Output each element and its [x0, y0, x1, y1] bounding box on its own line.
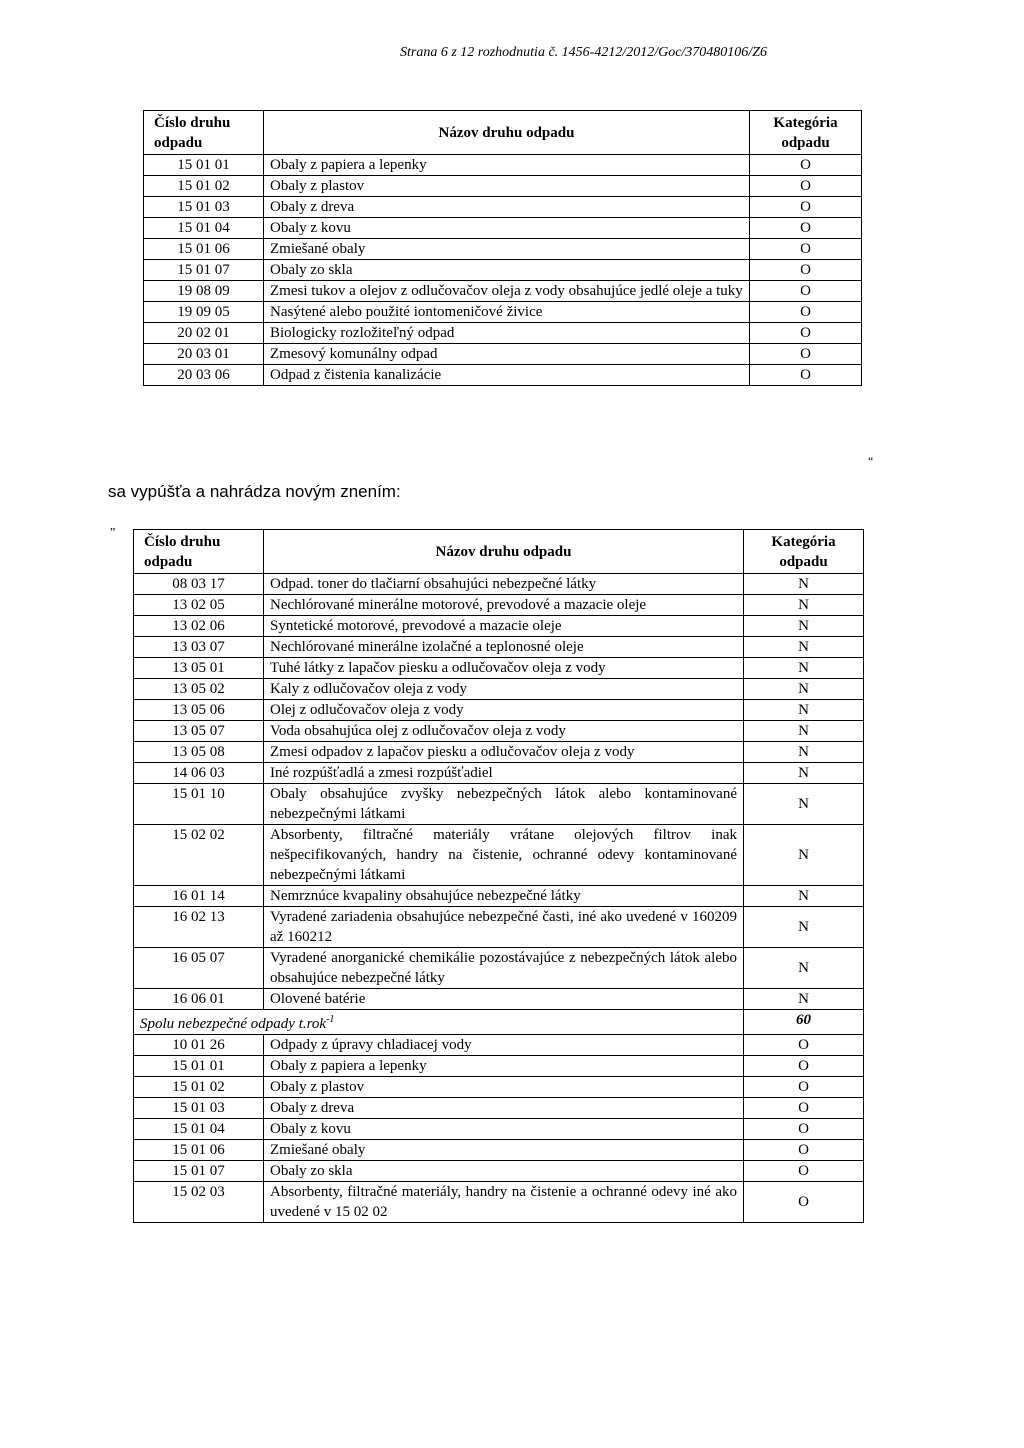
- table-row: [144, 218, 862, 239]
- col-header-category: Kategória odpadu: [744, 530, 864, 574]
- waste-name: Olovené batérie: [264, 989, 744, 1010]
- waste-code: 15 01 07: [134, 1161, 264, 1182]
- waste-name: Zmesi tukov a olejov z odlučovačov oleja z vody obsahujúce jedlé oleje a tuky: [264, 281, 750, 302]
- waste-category: N: [744, 907, 864, 948]
- col-header-name: Názov druhu odpadu: [264, 530, 744, 574]
- table-row: [144, 176, 862, 197]
- waste-name: Zmesový komunálny odpad: [264, 344, 750, 365]
- summary-value: 60: [744, 1010, 864, 1035]
- table-row: [134, 989, 864, 1010]
- summary-unit-exponent: -1: [326, 1014, 335, 1025]
- waste-category: O: [744, 1161, 864, 1182]
- waste-code: 20 03 01: [144, 344, 264, 365]
- waste-code: 15 01 06: [134, 1140, 264, 1161]
- waste-code: 13 03 07: [134, 637, 264, 658]
- waste-code: 15 01 02: [134, 1077, 264, 1098]
- table-body: [144, 155, 862, 386]
- waste-name: Nemrznúce kvapaliny obsahujúce nebezpečné látky: [264, 886, 744, 907]
- table-row: [134, 1035, 864, 1056]
- waste-name: Absorbenty, filtračné materiály, handry na čistenie a ochranné odevy iné ako uvedené v 15 02 02: [264, 1182, 744, 1223]
- waste-category: O: [744, 1182, 864, 1223]
- table-row: [134, 658, 864, 679]
- waste-category: O: [744, 1119, 864, 1140]
- waste-name: Obaly zo skla: [264, 260, 750, 281]
- waste-category: O: [744, 1098, 864, 1119]
- waste-code: 20 02 01: [144, 323, 264, 344]
- col-header-code: Číslo druhu odpadu: [134, 530, 264, 574]
- waste-category: O: [750, 365, 862, 386]
- waste-code: 13 05 08: [134, 742, 264, 763]
- waste-category: N: [744, 700, 864, 721]
- summary-label: [134, 1010, 744, 1035]
- waste-category: O: [750, 260, 862, 281]
- waste-name: Obaly z kovu: [264, 218, 750, 239]
- waste-name: Zmiešané obaly: [264, 239, 750, 260]
- waste-category: N: [744, 616, 864, 637]
- waste-code: 16 02 13: [134, 907, 264, 948]
- waste-category: N: [744, 763, 864, 784]
- waste-code: 19 09 05: [144, 302, 264, 323]
- table-row: [134, 721, 864, 742]
- waste-name: Voda obsahujúca olej z odlučovačov oleja z vody: [264, 721, 744, 742]
- waste-category: O: [750, 239, 862, 260]
- table-row: [144, 281, 862, 302]
- waste-category: N: [744, 574, 864, 595]
- closing-quote: “: [868, 454, 874, 468]
- waste-name: Obaly z kovu: [264, 1119, 744, 1140]
- waste-category: O: [744, 1140, 864, 1161]
- waste-name: Obaly z dreva: [264, 1098, 744, 1119]
- waste-category: O: [744, 1035, 864, 1056]
- waste-code: 15 01 03: [134, 1098, 264, 1119]
- table-row: [134, 1077, 864, 1098]
- table-body: [134, 574, 864, 1223]
- waste-name: Nechlórované minerálne izolačné a teplonosné oleje: [264, 637, 744, 658]
- waste-name: Obaly z papiera a lepenky: [264, 155, 750, 176]
- waste-code: 13 05 01: [134, 658, 264, 679]
- waste-name: Kaly z odlučovačov oleja z vody: [264, 679, 744, 700]
- waste-code: 15 01 04: [144, 218, 264, 239]
- waste-category: O: [744, 1056, 864, 1077]
- waste-code: 13 05 06: [134, 700, 264, 721]
- waste-code: 13 02 05: [134, 595, 264, 616]
- waste-category: O: [750, 323, 862, 344]
- waste-category: N: [744, 742, 864, 763]
- table-row: [134, 1098, 864, 1119]
- waste-name: Odpad z čistenia kanalizácie: [264, 365, 750, 386]
- waste-code: 13 02 06: [134, 616, 264, 637]
- table-row: [134, 637, 864, 658]
- waste-code: 13 05 02: [134, 679, 264, 700]
- waste-name: Zmiešané obaly: [264, 1140, 744, 1161]
- waste-code: 16 05 07: [134, 948, 264, 989]
- waste-code: 15 01 06: [144, 239, 264, 260]
- waste-category: O: [750, 155, 862, 176]
- summary-label-text: Spolu nebezpečné odpady t.rok: [140, 1016, 327, 1032]
- waste-code: 16 06 01: [134, 989, 264, 1010]
- waste-name: Obaly zo skla: [264, 1161, 744, 1182]
- waste-code: 15 01 04: [134, 1119, 264, 1140]
- waste-code: 20 03 06: [144, 365, 264, 386]
- table-row: [144, 260, 862, 281]
- table-row: [134, 742, 864, 763]
- waste-name: Odpady z úpravy chladiacej vody: [264, 1035, 744, 1056]
- waste-name: Biologicky rozložiteľný odpad: [264, 323, 750, 344]
- table-row: [134, 679, 864, 700]
- table-row: [134, 1056, 864, 1077]
- table-row: [134, 1140, 864, 1161]
- table-row: [134, 784, 864, 825]
- waste-category: N: [744, 595, 864, 616]
- waste-name: Obaly obsahujúce zvyšky nebezpečných látok alebo kontaminované nebezpečnými látkami: [264, 784, 744, 825]
- table-row: [144, 365, 862, 386]
- table-row: [144, 197, 862, 218]
- waste-code: 16 01 14: [134, 886, 264, 907]
- waste-code: 14 06 03: [134, 763, 264, 784]
- table-row: [144, 344, 862, 365]
- waste-category: O: [750, 281, 862, 302]
- waste-name: Obaly z papiera a lepenky: [264, 1056, 744, 1077]
- opening-quote: „: [110, 518, 116, 532]
- table-row: [134, 1119, 864, 1140]
- waste-name: Iné rozpúšťadlá a zmesi rozpúšťadiel: [264, 763, 744, 784]
- waste-table-new: [133, 529, 864, 1223]
- waste-name: Nechlórované minerálne motorové, prevodové a mazacie oleje: [264, 595, 744, 616]
- table-row: [144, 155, 862, 176]
- waste-category: N: [744, 721, 864, 742]
- waste-name: Obaly z dreva: [264, 197, 750, 218]
- waste-name: Zmesi odpadov z lapačov piesku a odlučovačov oleja z vody: [264, 742, 744, 763]
- waste-code: 15 01 01: [144, 155, 264, 176]
- waste-category: O: [744, 1077, 864, 1098]
- waste-category: O: [750, 218, 862, 239]
- table-row: [134, 595, 864, 616]
- col-header-code: Číslo druhu odpadu: [144, 111, 264, 155]
- waste-category: N: [744, 679, 864, 700]
- table-row: [134, 763, 864, 784]
- col-header-name: Názov druhu odpadu: [264, 111, 750, 155]
- waste-code: 08 03 17: [134, 574, 264, 595]
- waste-code: 19 08 09: [144, 281, 264, 302]
- waste-category: N: [744, 658, 864, 679]
- table-row: [134, 574, 864, 595]
- waste-name: Syntetické motorové, prevodové a mazacie oleje: [264, 616, 744, 637]
- waste-category: O: [750, 197, 862, 218]
- waste-name: Vyradené zariadenia obsahujúce nebezpečné časti, iné ako uvedené v 160209 až 160212: [264, 907, 744, 948]
- table-row: [134, 886, 864, 907]
- waste-category: N: [744, 989, 864, 1010]
- table-row: [144, 323, 862, 344]
- page-header: Strana 6 z 12 rozhodnutia č. 1456-4212/2012/Goc/370480106/Z6: [400, 45, 767, 60]
- waste-name: Obaly z plastov: [264, 1077, 744, 1098]
- col-header-category: Kategória odpadu: [750, 111, 862, 155]
- waste-code: 15 01 07: [144, 260, 264, 281]
- table-row: [134, 948, 864, 989]
- waste-code: 15 02 02: [134, 825, 264, 886]
- waste-name: Odpad. toner do tlačiarní obsahujúci nebezpečné látky: [264, 574, 744, 595]
- table-row: [134, 1182, 864, 1223]
- table-row: [134, 907, 864, 948]
- waste-name: Olej z odlučovačov oleja z vody: [264, 700, 744, 721]
- waste-code: 15 01 01: [134, 1056, 264, 1077]
- waste-code: 15 02 03: [134, 1182, 264, 1223]
- table-row: [134, 825, 864, 886]
- table-row: [134, 700, 864, 721]
- waste-category: N: [744, 948, 864, 989]
- waste-code: 15 01 10: [134, 784, 264, 825]
- waste-category: O: [750, 302, 862, 323]
- waste-name: Tuhé látky z lapačov piesku a odlučovačov oleja z vody: [264, 658, 744, 679]
- waste-name: Vyradené anorganické chemikálie pozostávajúce z nebezpečných látok alebo obsahujúce nebezpečné látky: [264, 948, 744, 989]
- table-row: [134, 1161, 864, 1182]
- waste-table-old: [143, 110, 862, 386]
- waste-category: N: [744, 637, 864, 658]
- table-row: [144, 239, 862, 260]
- waste-code: 15 01 02: [144, 176, 264, 197]
- waste-category: N: [744, 784, 864, 825]
- waste-category: O: [750, 176, 862, 197]
- table-row: [144, 302, 862, 323]
- waste-name: Absorbenty, filtračné materiály vrátane olejových filtrov inak nešpecifikovaných, handry na čistenie, ochranné odevy kontaminované nebezpečnými látkami: [264, 825, 744, 886]
- waste-category: N: [744, 825, 864, 886]
- waste-code: 15 01 03: [144, 197, 264, 218]
- waste-code: 10 01 26: [134, 1035, 264, 1056]
- waste-category: N: [744, 886, 864, 907]
- waste-category: O: [750, 344, 862, 365]
- table-row: [134, 616, 864, 637]
- summary-row: [134, 1010, 864, 1035]
- waste-name: Nasýtené alebo použité iontomeničové živice: [264, 302, 750, 323]
- waste-code: 13 05 07: [134, 721, 264, 742]
- intro-text: sa vypúšťa a nahrádza novým znením:: [108, 482, 401, 501]
- waste-name: Obaly z plastov: [264, 176, 750, 197]
